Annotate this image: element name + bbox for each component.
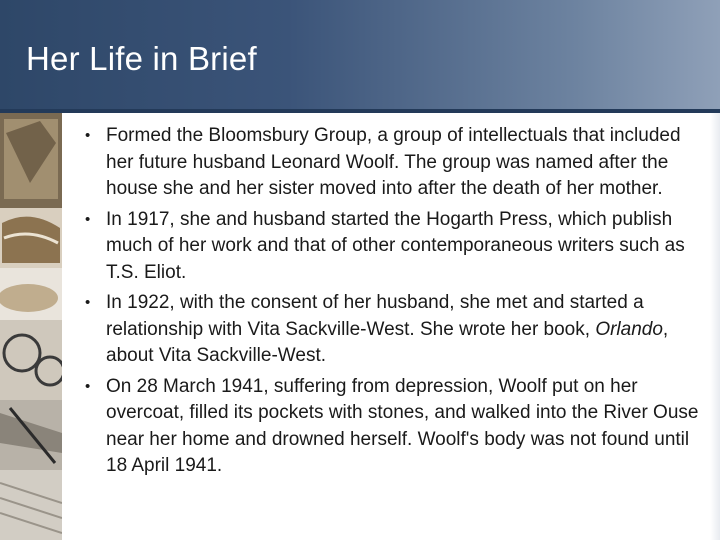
bullet-list [84, 123, 704, 480]
bullet-item [84, 290, 704, 370]
title-bar [0, 0, 720, 113]
slide-title: Her Life in Brief [26, 40, 257, 77]
bullet-text: On 28 March 1941, suffering from depression, Woolf put on her overcoat, filled its pockets with stones, and walked into the River Ouse near her home and drowned herself. Woolf's body was not found until 18 April 1941. [106, 375, 699, 476]
bullet-text: Formed the Bloomsbury Group, a group of intellectuals that included her future husband Leonard Woolf. The group was named after the house she and her sister moved into after the death of her mother. [106, 125, 681, 199]
bullet-item [84, 123, 704, 203]
bullet-icon: • [85, 377, 91, 395]
bullet-item [84, 374, 704, 480]
photo-collage-icon [0, 113, 62, 540]
book-title: Orlando [595, 318, 663, 340]
bullet-icon: • [85, 294, 91, 311]
decorative-photo-strip [0, 113, 62, 540]
bullet-text: In 1922, with the consent of her husband, she met and started a relationship with Vita Sackville-West. She wrote her book, [106, 292, 644, 340]
bullet-text-end: , about Vita Sackville-West. [106, 318, 669, 366]
bullet-text: In 1917, she and husband started the Hogarth Press, which publish much of her work and that of other contemporaneous writers such as T.S. Eliot. [106, 208, 685, 283]
right-edge-shade [710, 113, 720, 540]
bullet-item [84, 207, 704, 287]
slide-body [84, 123, 704, 484]
bullet-icon: • [85, 127, 91, 144]
bullet-icon: • [85, 210, 91, 228]
